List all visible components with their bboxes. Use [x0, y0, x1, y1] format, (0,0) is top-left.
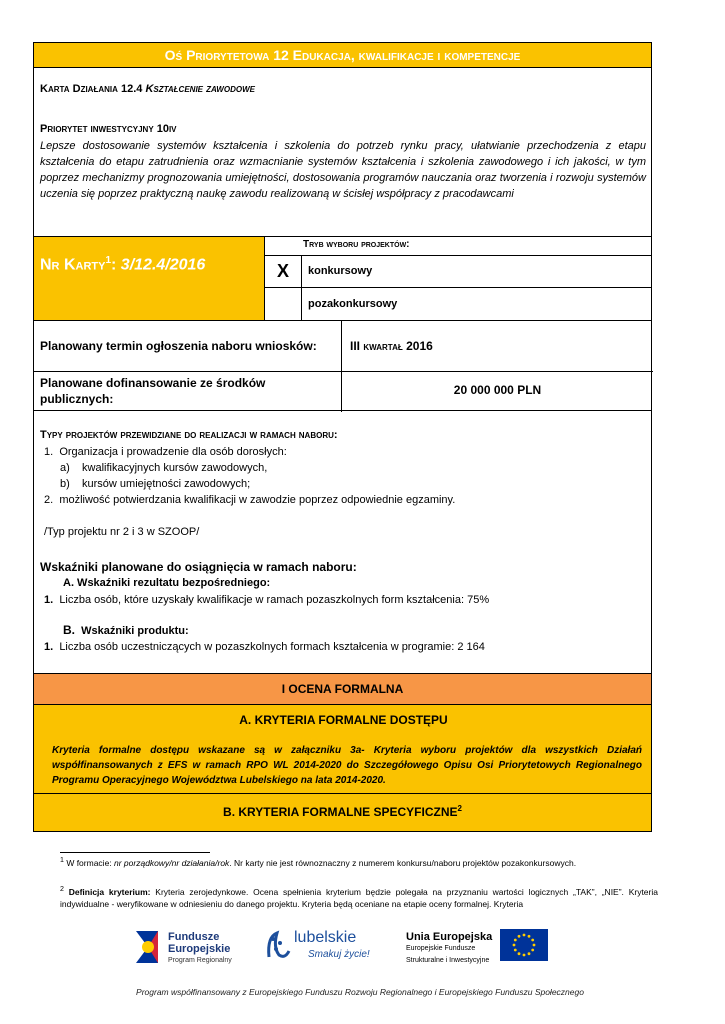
card-action-name: Kształcenie zawodowe — [145, 83, 255, 95]
list-item: b) kursów umiejętności zawodowych; — [60, 478, 251, 490]
priority-label: Priorytet inwestycyjny 10iv — [40, 123, 177, 135]
indicators-heading: Wskaźniki planowane do osiągnięcia w ramach naboru: — [40, 560, 357, 574]
indicator-b-heading: B. Wskaźniki produktu: — [63, 623, 189, 637]
footnote-1: $^1$ W formacie: nr porządkowy/nr działania/rok. Nr karty nie jest równoznaczny z numerem konkursu/naboru projektów pozakonkursowych. — [60, 856, 577, 868]
mode-label-cell — [264, 236, 652, 256]
priority-text: Lepsze dostosowanie systemów kształcenia i szkolenia do potrzeb rynku pracy, ułatwianie przechodzenia z etapu kształcenia do etapu zatrudnienia oraz wzmacnianie systemów kształcenia i szkolenia zawodowego i ich jakości, w tym poprzez mechanizmy prognozowania umiejętności, dostosowania programów nauczania oraz tworzenia i rozwoju systemów uczenia się poprzez praktyczną naukę zawodu realizowaną w ścisłej współpracy z pracodawcami — [40, 140, 646, 200]
lubelskie-logo — [265, 929, 291, 963]
term-label: Planowany termin ogłoszenia naboru wniosków: — [40, 339, 317, 353]
schedule-block — [33, 320, 652, 411]
footnote-2: $^2$ Definicja kryterium: Kryteria zerojedynkowe. Ocena spełnienia kryterium będzie polegała na przyznaniu wartości logicznych „TAK”, „NIE”. Kryteria indywidualne - weryfikowane w odniesieniu do danego projektu. Kryteria będą oceniane na etapie oceny formalnej. Kryteria — [60, 885, 658, 909]
list-item: a) kwalifikacyjnych kursów zawodowych, — [60, 462, 268, 474]
mode-label: Tryb wyboru projektów: — [303, 239, 410, 250]
logo-bar: Fundusze Europejskie Program Regionalny lubelskie Smakuj życie! Unia Europejska Europejskie Fundusze Strukturalne i Inwestycyjne Program współfinansowany z Europejskiego Funduszu Rozwoju Regionalnego i Europejskiego Funduszu Społecznego — [60, 915, 660, 1023]
funding-value: 20 000 000 PLN — [453, 383, 542, 397]
projects-block — [33, 410, 652, 674]
formal-b-title: B. KRYTERIA FORMALNE SPECYFICZNE$^2$ — [33, 793, 652, 832]
indicator-a-heading: A. Wskaźniki rezultatu bezpośredniego: — [63, 577, 271, 589]
footnote-divider — [60, 852, 210, 853]
mode-option-1[interactable]: konkursowy — [301, 255, 652, 288]
lubelskie-slogan: Smakuj życie! — [308, 949, 370, 960]
mode-option-2-check[interactable] — [264, 287, 302, 321]
ue-text: Unia Europejska Europejskie Fundusze Strukturalne i Inwestycyjne — [406, 931, 493, 964]
mode-option-2[interactable]: pozakonkursowy — [301, 287, 652, 321]
card-action-prefix: Karta Działania 12.4 — [40, 83, 143, 95]
formal-a-text: Kryteria formalne dostępu wskazane są w załączniku 3a- Kryteria wyboru projektów dla wszystkich Działań współfinansowanych z EFS w ramach RPO WL 2014-2020 do Szczegółowego Opisu Osi Priorytetowych Regionalnego Programu Operacyjnego Województwa Lubelskiego na lata 2014-2020. — [52, 745, 642, 786]
fundusze-europejskie-logo — [132, 927, 162, 967]
list-item: 1. Liczba osób uczestniczących w pozaszkolnych formach kształcenia w programie: 2 164 — [44, 641, 485, 653]
cofinancing-note: Program współfinansowany z Europejskiego Funduszu Rozwoju Regionalnego i Europejskiego Funduszu Społecznego — [136, 987, 584, 997]
eu-flag-icon — [500, 929, 548, 961]
list-item: 1. Organizacja i prowadzenie dla osób dorosłych: — [44, 446, 287, 458]
term-value: III kwartał 2016 — [350, 339, 433, 353]
formal-a-title: A. KRYTERIA FORMALNE DOSTĘPU — [239, 713, 448, 727]
card-action-title — [40, 83, 255, 95]
header-block — [33, 67, 652, 237]
project-types-heading: Typy projektów przewidziane do realizacji w ramach naboru: — [40, 429, 338, 441]
axis-title: Oś Priorytetowa 12 Edukacja, kwalifikacje i kompetencje — [33, 42, 652, 68]
lubelskie-name: lubelskie — [294, 929, 357, 946]
list-item: 2. możliwość potwierdzania kwalifikacji w zawodzie poprzez odpowiednie egzaminy. — [44, 494, 456, 506]
formal-section-title: I OCENA FORMALNA — [33, 673, 652, 705]
project-note: /Typ projektu nr 2 i 3 w SZOOP/ — [44, 526, 200, 538]
card-number-cell — [33, 236, 265, 321]
funding-label: Planowane dofinansowanie ze środków publicznych: — [40, 376, 266, 406]
formal-a-block — [33, 704, 652, 794]
mode-option-1-check[interactable]: X — [264, 255, 302, 288]
card-number: Nr Karty$^1$: 3/12.4/2016 — [40, 255, 206, 274]
list-item: 1. Liczba osób, które uzyskały kwalifikacje w ramach pozaszkolnych form kształcenia: 75% — [44, 594, 490, 606]
